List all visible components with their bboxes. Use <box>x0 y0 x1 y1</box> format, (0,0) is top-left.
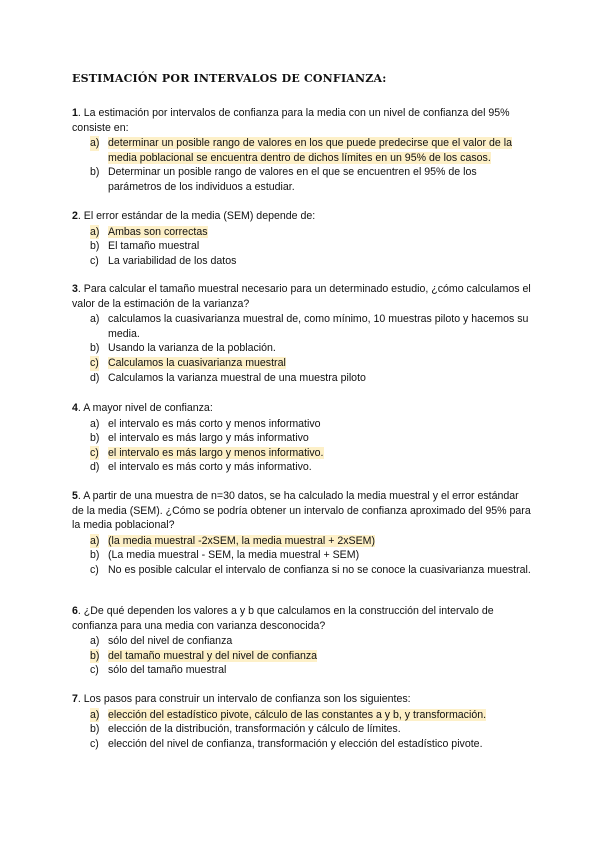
option-letter: a) <box>90 137 100 150</box>
answer-option <box>72 649 532 664</box>
answer-option <box>72 446 532 461</box>
option-letter: b) <box>90 723 100 736</box>
option-text: sólo del nivel de confianza <box>108 635 233 648</box>
option-text: Calculamos la varianza muestral de una muestra piloto <box>108 371 366 384</box>
option-letter: a) <box>90 708 100 721</box>
option-list <box>72 136 532 194</box>
option-letter: c) <box>90 563 99 576</box>
option-text: Usando la varianza de la población. <box>108 342 276 355</box>
option-text: del tamaño muestral y del nivel de confianza <box>108 649 318 662</box>
answer-option <box>72 548 532 563</box>
question-3 <box>72 282 532 385</box>
option-list <box>72 708 532 752</box>
question-2 <box>72 209 532 268</box>
page-title: ESTIMACIÓN POR INTERVALOS DE CONFIANZA: <box>72 72 387 85</box>
answer-option <box>72 431 532 446</box>
question-4 <box>72 401 532 475</box>
option-letter: c) <box>90 254 99 267</box>
option-list <box>72 417 532 475</box>
question-number: 7 <box>72 693 78 705</box>
question-text <box>72 489 532 533</box>
question-stem: . A partir de una muestra de n=30 datos, se ha calculado la media muestral y el error estándar de la media (SEM). ¿Cómo se podría obtener un intervalo de confianza aproximado del 95% para la media poblacional? <box>72 490 531 532</box>
answer-option <box>72 341 532 356</box>
option-letter: d) <box>90 461 100 474</box>
option-text: elección del estadístico pivote, cálculo de las constantes a y b, y transformación. <box>108 708 487 721</box>
answer-option <box>72 708 532 723</box>
option-text: el intervalo es más largo y menos informativo. <box>108 446 324 459</box>
answer-option <box>72 534 532 549</box>
question-text <box>72 604 532 633</box>
option-text: Ambas son correctas <box>108 225 208 238</box>
option-text: elección de la distribución, transformación y cálculo de límites. <box>108 723 401 736</box>
answer-option <box>72 634 532 649</box>
option-letter: c) <box>90 664 99 677</box>
question-6 <box>72 604 532 678</box>
option-letter: a) <box>90 534 100 547</box>
answer-option <box>72 136 532 165</box>
question-stem: . Para calcular el tamaño muestral necesario para un determinado estudio, ¿cómo calculamos el valor de la estimación de la varianza? <box>72 283 531 310</box>
option-letter: b) <box>90 549 100 562</box>
option-text: El tamaño muestral <box>108 240 200 253</box>
option-letter: b) <box>90 432 100 445</box>
option-letter: a) <box>90 635 100 648</box>
question-text <box>72 282 532 311</box>
option-text: calculamos la cuasivarianza muestral de, como mínimo, 10 muestras piloto y hacemos su media. <box>108 313 529 340</box>
option-text: el intervalo es más corto y más informativo. <box>108 461 312 474</box>
option-letter: b) <box>90 649 100 662</box>
option-letter: c) <box>90 737 99 750</box>
option-text: el intervalo es más corto y menos informativo <box>108 417 321 430</box>
question-text <box>72 401 532 416</box>
option-letter: b) <box>90 166 100 179</box>
option-list <box>72 225 532 269</box>
option-text: Calculamos la cuasivarianza muestral <box>108 356 286 369</box>
option-text: determinar un posible rango de valores en los que puede predecirse que el valor de la media poblacional se encuentra dentro de dichos límites en un 95% de los casos. <box>108 137 513 164</box>
answer-option <box>72 225 532 240</box>
question-number: 2 <box>72 210 78 222</box>
answer-option <box>72 165 532 194</box>
question-stem: . El error estándar de la media (SEM) depende de: <box>77 210 316 222</box>
option-letter: c) <box>90 356 99 369</box>
answer-option <box>72 239 532 254</box>
answer-option <box>72 563 532 578</box>
option-text: (la media muestral -2xSEM, la media muestral + 2xSEM) <box>108 534 375 547</box>
question-stem: . ¿De qué dependen los valores a y b que calculamos en la construcción del intervalo de confianza para una media con varianza desconocida? <box>72 605 494 632</box>
option-list <box>72 312 532 385</box>
answer-option <box>72 312 532 341</box>
question-number: 1 <box>72 107 78 119</box>
option-letter: d) <box>90 371 100 384</box>
question-stem: . La estimación por intervalos de confianza para la media con un nivel de confianza del 95% consiste en: <box>72 107 510 134</box>
answer-option <box>72 460 532 475</box>
option-text: La variabilidad de los datos <box>108 254 237 267</box>
option-letter: a) <box>90 225 100 238</box>
option-text: No es posible calcular el intervalo de confianza si no se conoce la cuasivarianza muestral. <box>108 563 531 576</box>
question-7 <box>72 692 532 751</box>
option-letter: c) <box>90 446 99 459</box>
question-number: 6 <box>72 605 78 617</box>
question-number: 5 <box>72 490 78 502</box>
question-stem: . Los pasos para construir un intervalo de confianza son los siguientes: <box>77 693 411 705</box>
question-number: 4 <box>72 402 78 414</box>
answer-option <box>72 722 532 737</box>
option-letter: a) <box>90 417 100 430</box>
answer-option <box>72 737 532 752</box>
option-list <box>72 634 532 678</box>
question-5 <box>72 489 532 578</box>
question-text <box>72 692 532 707</box>
question-stem: . A mayor nivel de confianza: <box>77 402 213 414</box>
answer-option <box>72 417 532 432</box>
option-text: elección del nivel de confianza, transformación y elección del estadístico pivote. <box>108 737 483 750</box>
option-letter: a) <box>90 313 100 326</box>
option-text: sólo del tamaño muestral <box>108 664 227 677</box>
option-text: (La media muestral - SEM, la media muestral + SEM) <box>108 549 360 562</box>
question-text <box>72 209 532 224</box>
question-number: 3 <box>72 283 78 295</box>
option-list <box>72 534 532 578</box>
option-letter: b) <box>90 240 100 253</box>
option-text: Determinar un posible rango de valores en el que se encuentren el 95% de los parámetros de los individuos a estudiar. <box>108 166 477 193</box>
answer-option <box>72 371 532 386</box>
question-1 <box>72 106 532 195</box>
option-text: el intervalo es más largo y más informativo <box>108 432 309 445</box>
option-letter: b) <box>90 342 100 355</box>
answer-option <box>72 254 532 269</box>
answer-option <box>72 663 532 678</box>
answer-option <box>72 356 532 371</box>
question-text <box>72 106 532 135</box>
